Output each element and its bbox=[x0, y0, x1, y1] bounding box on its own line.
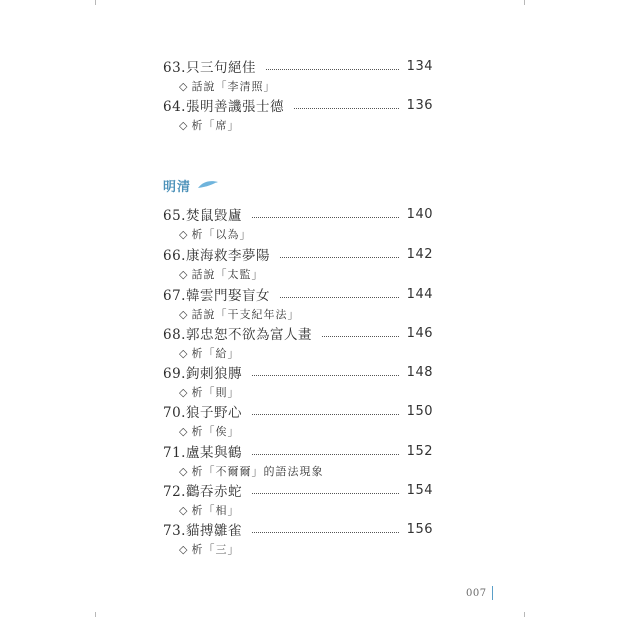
dot-leader bbox=[266, 69, 399, 70]
toc-entry bbox=[163, 362, 433, 382]
entry-title: 70.狼子野心 bbox=[163, 405, 242, 421]
entry-title: 71.盧某與鶴 bbox=[163, 445, 242, 461]
toc-subentry bbox=[179, 265, 263, 283]
entry-title: 68.郭忠恕不欲為富人畫 bbox=[163, 327, 312, 343]
diamond-icon: ◇ bbox=[179, 424, 189, 438]
entry-page-number: 134 bbox=[406, 58, 433, 74]
dot-leader bbox=[252, 414, 399, 415]
entry-page-number: 142 bbox=[406, 246, 433, 262]
crop-mark-bottom-right bbox=[524, 612, 525, 617]
entry-title: 67.韓雲門娶盲女 bbox=[163, 288, 270, 304]
toc-subentry bbox=[179, 383, 239, 401]
diamond-icon: ◇ bbox=[179, 385, 189, 399]
subentry-text: 析「席」 bbox=[191, 119, 240, 132]
diamond-icon: ◇ bbox=[179, 227, 189, 241]
subentry-text: 析「不爾爾」的語法現象 bbox=[191, 465, 324, 478]
entry-title: 65.焚鼠毀廬 bbox=[163, 208, 242, 224]
subentry-text: 析「俟」 bbox=[191, 425, 240, 438]
toc-subentry bbox=[179, 225, 251, 243]
entry-title: 64.張明善譏張士德 bbox=[163, 99, 284, 115]
toc-subentry bbox=[179, 305, 299, 323]
entry-title: 69.鉤刺狼膞 bbox=[163, 366, 242, 382]
dot-leader bbox=[280, 257, 399, 258]
dot-leader bbox=[252, 493, 399, 494]
toc-entry bbox=[163, 244, 433, 264]
toc-subentry bbox=[179, 501, 239, 519]
toc-entry bbox=[163, 323, 433, 343]
entry-title: 72.鸛吞赤蛇 bbox=[163, 484, 242, 500]
subentry-text: 析「三」 bbox=[191, 543, 240, 556]
toc-entry bbox=[163, 284, 433, 304]
subentry-text: 話說「李清照」 bbox=[191, 80, 276, 93]
entry-page-number: 150 bbox=[406, 403, 433, 419]
dot-leader bbox=[322, 336, 399, 337]
toc-subentry bbox=[179, 462, 323, 480]
entry-page-number: 152 bbox=[406, 443, 433, 459]
folio-bar bbox=[492, 586, 493, 600]
subentry-text: 析「給」 bbox=[191, 347, 240, 360]
toc-entry bbox=[163, 441, 433, 461]
feather-icon bbox=[197, 179, 219, 191]
diamond-icon: ◇ bbox=[179, 307, 189, 321]
diamond-icon: ◇ bbox=[179, 464, 189, 478]
diamond-icon: ◇ bbox=[179, 346, 189, 360]
entry-page-number: 154 bbox=[406, 482, 433, 498]
diamond-icon: ◇ bbox=[179, 542, 189, 556]
page-number: 007 bbox=[466, 587, 487, 599]
subentry-text: 話說「干支紀年法」 bbox=[191, 308, 300, 321]
subentry-text: 析「則」 bbox=[191, 386, 240, 399]
crop-mark-bottom-left bbox=[95, 612, 96, 617]
diamond-icon: ◇ bbox=[179, 503, 189, 517]
diamond-icon: ◇ bbox=[179, 118, 189, 132]
toc-subentry bbox=[179, 77, 275, 95]
crop-mark-top-left bbox=[95, 0, 96, 5]
toc-subentry bbox=[179, 540, 239, 558]
page-folio bbox=[466, 586, 493, 600]
dot-leader bbox=[280, 297, 399, 298]
section-title: 明清 bbox=[163, 179, 192, 195]
toc-subentry bbox=[179, 422, 239, 440]
subentry-text: 話說「太監」 bbox=[191, 268, 264, 281]
toc-entry bbox=[163, 95, 433, 115]
toc-subentry bbox=[179, 116, 239, 134]
section-header bbox=[163, 174, 219, 196]
entry-page-number: 156 bbox=[406, 521, 433, 537]
diamond-icon: ◇ bbox=[179, 79, 189, 93]
toc-entry bbox=[163, 401, 433, 421]
subentry-text: 析「相」 bbox=[191, 504, 240, 517]
entry-title: 63.只三句絕佳 bbox=[163, 60, 256, 76]
entry-page-number: 144 bbox=[406, 286, 433, 302]
entry-page-number: 136 bbox=[406, 97, 433, 113]
entry-page-number: 146 bbox=[406, 325, 433, 341]
dot-leader bbox=[252, 375, 399, 376]
diamond-icon: ◇ bbox=[179, 267, 189, 281]
crop-mark-top-right bbox=[524, 0, 525, 5]
entry-page-number: 148 bbox=[406, 364, 433, 380]
toc-entry bbox=[163, 519, 433, 539]
toc-entry bbox=[163, 480, 433, 500]
entry-title: 73.貓搏雛雀 bbox=[163, 523, 242, 539]
entry-title: 66.康海救李夢陽 bbox=[163, 248, 270, 264]
toc-entry bbox=[163, 204, 433, 224]
dot-leader bbox=[252, 532, 399, 533]
toc-subentry bbox=[179, 344, 239, 362]
dot-leader bbox=[252, 454, 399, 455]
toc-entry bbox=[163, 56, 433, 76]
dot-leader bbox=[252, 217, 399, 218]
dot-leader bbox=[294, 108, 399, 109]
subentry-text: 析「以為」 bbox=[191, 228, 252, 241]
entry-page-number: 140 bbox=[406, 206, 433, 222]
